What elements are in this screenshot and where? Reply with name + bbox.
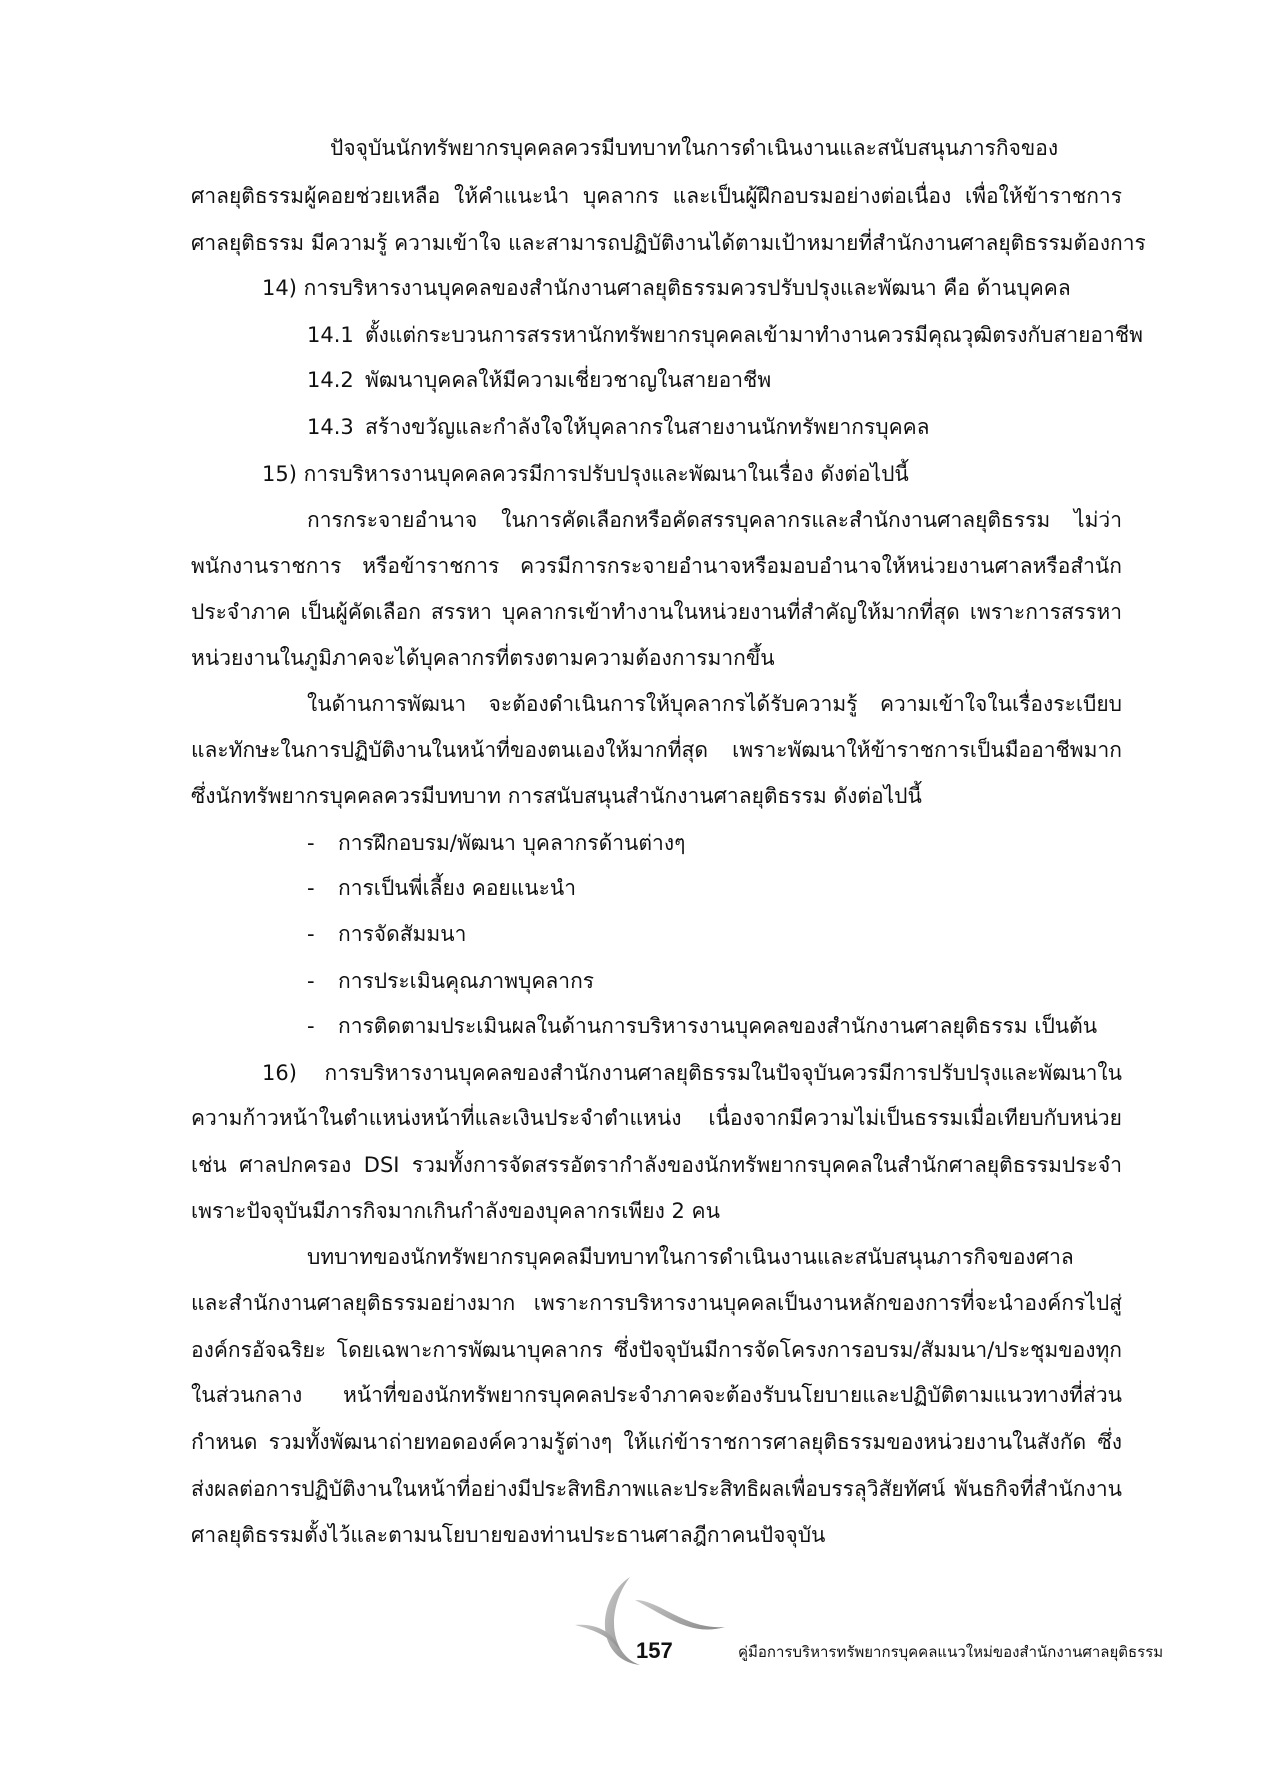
paragraph-line: บทบาทของนักทรัพยากรบุคคลมีบทบาทในการดำเนินงานและสนับสนุนภารกิจของศาล (307, 1245, 1074, 1269)
paragraph-line: หน่วยงานในภูมิภาคจะได้บุคลากรที่ตรงตามความต้องการมากขึ้น (191, 646, 775, 670)
paragraph-line: กำหนด รวมทั้งพัฒนาถ่ายทอดองค์ความรู้ต่างๆ ให้แก่ข้าราชการศาลยุติธรรมของหน่วยงานในสังกัด ซึ่ง (191, 1430, 1122, 1454)
bullet-dash: - (307, 1014, 315, 1038)
paragraph-line: การกระจายอำนาจ ในการคัดเลือกหรือคัดสรรบุคลากรและสำนักงานศาลยุติธรรม ไม่ว่า (307, 508, 1122, 532)
sub-item-text: พัฒนาบุคคลให้มีความเชี่ยวชาญในสายอาชีพ (365, 368, 772, 392)
paragraph-line: ในส่วนกลาง หน้าที่ของนักทรัพยากรบุคคลประจำภาคจะต้องรับนโยบายและปฏิบัติตามแนวทางที่ส่วน (191, 1383, 1122, 1407)
paragraph-line: ความก้าวหน้าในตำแหน่งหน้าที่และเงินประจำตำแหน่ง เนื่องจากมีความไม่เป็นธรรมเมื่อเทียบกับหน่วย (191, 1106, 1122, 1130)
bullet-item: การติดตามประเมินผลในด้านการบริหารงานบุคคลของสำนักงานศาลยุติธรรม เป็นต้น (338, 1014, 1098, 1038)
bullet-dash: - (307, 831, 315, 855)
paragraph-line: ศาลยุติธรรม มีความรู้ ความเข้าใจ และสามารถปฏิบัติงานได้ตามเป้าหมายที่สำนักงานศาลยุติธรรมต้องการ (191, 231, 1146, 255)
list-item-15: 15) การบริหารงานบุคคลควรมีการปรับปรุงและพัฒนาในเรื่อง ดังต่อไปนี้ (262, 462, 909, 486)
paragraph-line: ประจำภาค เป็นผู้คัดเลือก สรรหา บุคลากรเข้าทำงานในหน่วยงานที่สำคัญให้มากที่สุด เพราะการสรรหา (191, 600, 1122, 624)
paragraph-line: ศาลยุติธรรมผู้คอยช่วยเหลือ ให้คำแนะนำ บุคลากร และเป็นผู้ฝึกอบรมอย่างต่อเนื่อง เพื่อให้ข้าราชการ (191, 184, 1122, 208)
sub-item-number: 14.2 (307, 368, 354, 392)
bullet-dash: - (307, 969, 315, 993)
bullet-dash: - (307, 876, 315, 900)
paragraph-line: องค์กรอัจฉริยะ โดยเฉพาะการพัฒนาบุคลากร ซึ่งปัจจุบันมีการจัดโครงการอบรม/สัมมนา/ประชุมของทุก (191, 1338, 1122, 1362)
bullet-item: การจัดสัมมนา (338, 922, 467, 946)
paragraph-line: เช่น ศาลปกครอง DSI รวมทั้งการจัดสรรอัตรากำลังของนักทรัพยากรบุคคลในสำนักศาลยุติธรรมประจำ (191, 1153, 1122, 1177)
paragraph-line: ศาลยุติธรรมตั้งไว้และตามนโยบายของท่านประธานศาลฎีกาคนปัจจุบัน (191, 1523, 826, 1547)
paragraph-line: และสำนักงานศาลยุติธรรมอย่างมาก เพราะการบริหารงานบุคคลเป็นงานหลักของการที่จะนำองค์กรไปสู่ (191, 1291, 1122, 1315)
sub-item-number: 14.3 (307, 415, 354, 439)
sub-item-text: สร้างขวัญและกำลังใจให้บุคลากรในสายงานนักทรัพยากรบุคคล (365, 415, 930, 439)
paragraph-line: และทักษะในการปฏิบัติงานในหน้าที่ของตนเองให้มากที่สุด เพราะพัฒนาให้ข้าราชการเป็นมืออาชีพมาก (191, 738, 1122, 762)
footer-logo-swoosh-icon (575, 1575, 735, 1685)
paragraph-line: ส่งผลต่อการปฏิบัติงานในหน้าที่อย่างมีประสิทธิภาพและประสิทธิผลเพื่อบรรลุวิสัยทัศน์ พันธกิจที่สำนักงาน (191, 1477, 1122, 1501)
paragraph-line: เพราะปัจจุบันมีภารกิจมากเกินกำลังของบุคลากรเพียง 2 คน (191, 1199, 720, 1223)
footer-title: คู่มือการบริหารทรัพยากรบุคคลแนวใหม่ของสำนักงานศาลยุติธรรม (738, 1643, 1164, 1661)
paragraph-line: ซึ่งนักทรัพยากรบุคคลควรมีบทบาท การสนับสนุนสำนักงานศาลยุติธรรม ดังต่อไปนี้ (191, 784, 922, 808)
page-number: 157 (636, 1638, 673, 1663)
paragraph-line: ปัจจุบันนักทรัพยากรบุคคลควรมีบทบาทในการดำเนินงานและสนับสนุนภารกิจของ (330, 136, 1059, 160)
bullet-item: การประเมินคุณภาพบุคลากร (338, 969, 595, 993)
paragraph-line: ในด้านการพัฒนา จะต้องดำเนินการให้บุคลากรได้รับความรู้ ความเข้าใจในเรื่องระเบียบ (307, 692, 1122, 716)
bullet-item: การฝึกอบรม/พัฒนา บุคลากรด้านต่างๆ (338, 831, 686, 855)
paragraph-line: พนักงานราชการ หรือข้าราชการ ควรมีการกระจายอำนาจหรือมอบอำนาจให้หน่วยงานศาลหรือสำนัก (191, 554, 1122, 578)
sub-item-text: ตั้งแต่กระบวนการสรรหานักทรัพยากรบุคคลเข้ามาทำงานควรมีคุณวุฒิตรงกับสายอาชีพ (365, 323, 1143, 347)
list-item-14: 14) การบริหารงานบุคคลของสำนักงานศาลยุติธรรมควรปรับปรุงและพัฒนา คือ ด้านบุคคล (262, 276, 1071, 300)
bullet-item: การเป็นพี่เลี้ยง คอยแนะนำ (338, 876, 577, 900)
list-item-16: 16) การบริหารงานบุคคลของสำนักงานศาลยุติธรรมในปัจจุบันควรมีการปรับปรุงและพัฒนาใน (262, 1061, 1122, 1085)
sub-item-number: 14.1 (307, 323, 354, 347)
bullet-dash: - (307, 922, 315, 946)
